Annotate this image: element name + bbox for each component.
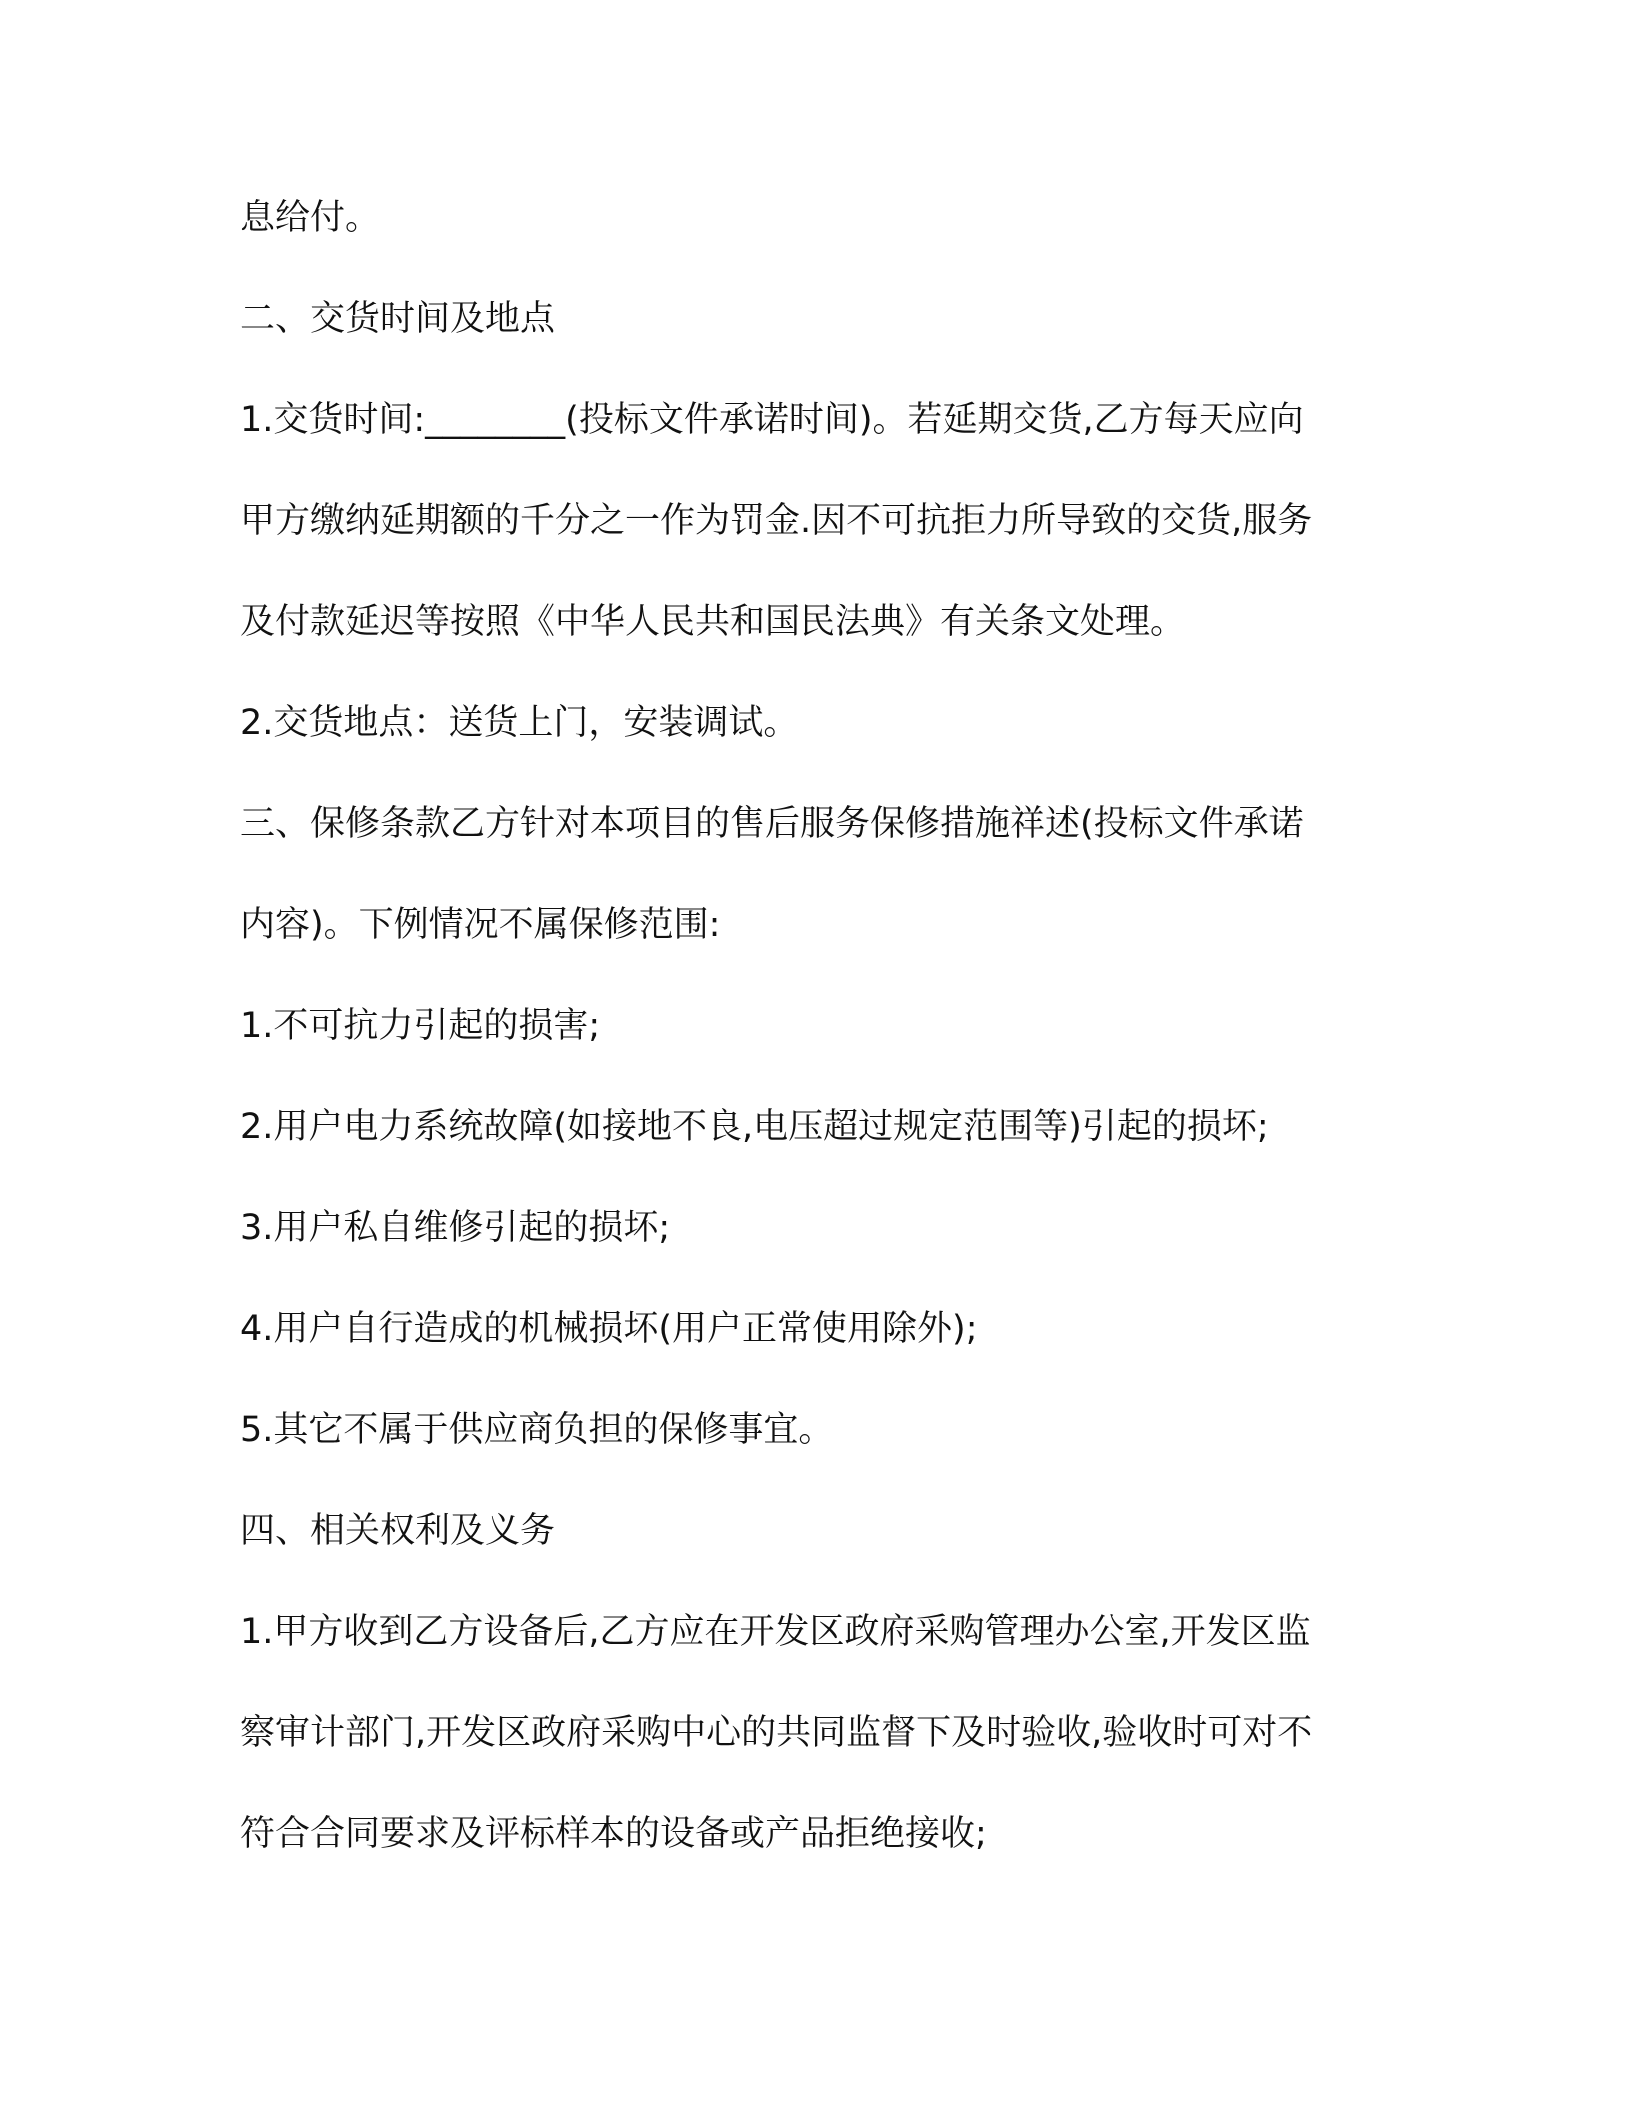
document-body [240, 178, 1390, 1895]
delivery-time-clause: 1.交货时间:________(投标文件承诺时间)。若延期交货,乙方每天应向 [240, 400, 1304, 440]
section-heading-delivery: 二、交货时间及地点 [240, 299, 556, 339]
section-heading-warranty: 三、保修条款乙方针对本项目的售后服务保修措施祥述(投标文件承诺 [240, 804, 1304, 844]
delivery-time-clause-cont: 及付款延迟等按照《中华人民共和国民法典》有关条文处理。 [240, 602, 1186, 642]
delivery-time-clause-cont: 甲方缴纳延期额的千分之一作为罚金.因不可抗拒力所导致的交货,服务 [240, 501, 1313, 541]
paragraph-continuation: 息给付。 [240, 198, 381, 238]
rights-clause: 1.甲方收到乙方设备后,乙方应在开发区政府采购管理办公室,开发区监 [240, 1612, 1311, 1652]
warranty-exclusion-item: 4.用户自行造成的机械损坏(用户正常使用除外); [240, 1309, 978, 1349]
warranty-exclusion-item: 5.其它不属于供应商负担的保修事宜。 [240, 1410, 834, 1450]
rights-clause-cont: 察审计部门,开发区政府采购中心的共同监督下及时验收,验收时可对不 [240, 1713, 1313, 1753]
warranty-exclusion-item: 3.用户私自维修引起的损坏; [240, 1208, 671, 1248]
warranty-clause-cont: 内容)。下例情况不属保修范围: [240, 905, 721, 945]
rights-clause-cont: 符合合同要求及评标样本的设备或产品拒绝接收; [240, 1814, 987, 1854]
section-heading-rights: 四、相关权利及义务 [240, 1511, 556, 1551]
delivery-location-clause: 2.交货地点：送货上门，安装调试。 [240, 703, 799, 743]
warranty-exclusion-item: 1.不可抗力引起的损害; [240, 1006, 601, 1046]
warranty-exclusion-item: 2.用户电力系统故障(如接地不良,电压超过规定范围等)引起的损坏; [240, 1107, 1269, 1147]
